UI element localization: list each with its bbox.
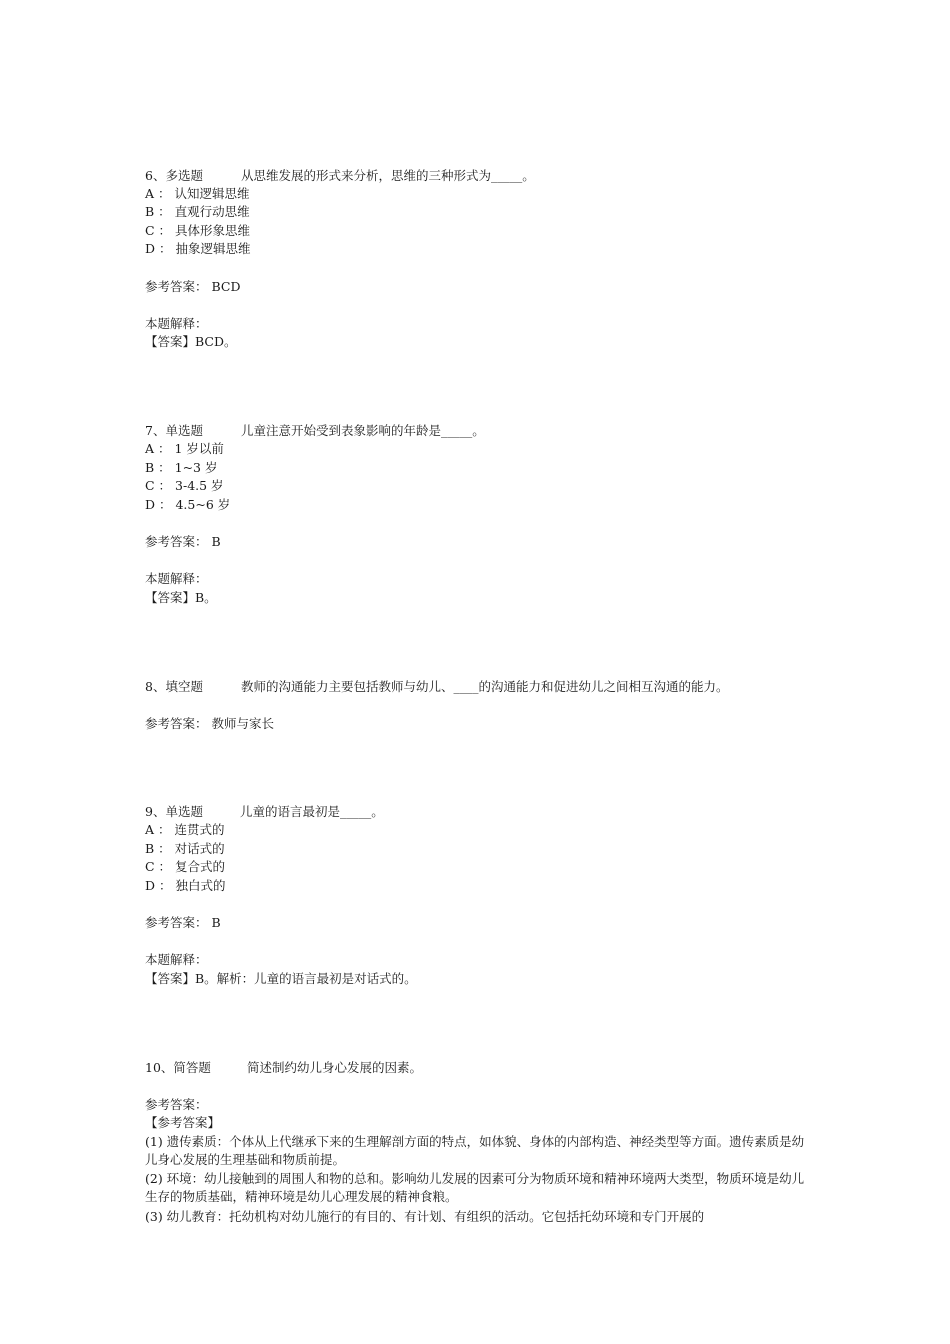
answer-header: 【参考答案】 (145, 1115, 221, 1130)
question-stem: 教师的沟通能力主要包括教师与幼儿、____的沟通能力和促进幼儿之间相互沟通的能力。 (241, 679, 729, 694)
answer-label: 参考答案： (145, 279, 208, 294)
answer-label: 参考答案： (145, 534, 208, 549)
explanation-text: 【答案】BCD。 (145, 334, 237, 349)
answer-point-3: (3) 幼儿教育：托幼机构对幼儿施行的有目的、有计划、有组织的活动。它包括托幼环境和专门开展的 (145, 1209, 705, 1224)
question-type: 10、简答题 (145, 1060, 211, 1075)
option-c: C ： 具体形象思维 (145, 223, 251, 238)
answer-line (145, 715, 274, 733)
answer-label: 参考答案： (145, 1097, 208, 1112)
explanation-text: 【答案】B。 (145, 590, 217, 605)
option-c: C ： 复合式的 (145, 859, 226, 874)
question-type: 7、单选题 (145, 423, 203, 438)
explanation-label: 本题解释： (145, 952, 208, 967)
answer-line (145, 278, 241, 296)
option-c: C ： 3-4.5 岁 (145, 478, 224, 493)
answer-value: B (211, 915, 221, 930)
question-8-header (145, 678, 729, 696)
question-type: 9、单选题 (145, 804, 203, 819)
question-stem: 简述制约幼儿身心发展的因素。 (247, 1060, 423, 1075)
option-a: A ： 连贯式的 (145, 822, 225, 837)
question-6-header (145, 167, 535, 185)
option-a: A ： 认知逻辑思维 (145, 186, 250, 201)
option-b: B ： 对话式的 (145, 841, 225, 856)
answer-label: 参考答案： (145, 716, 208, 731)
option-d: D ： 抽象逻辑思维 (145, 241, 251, 256)
question-type: 8、填空题 (145, 679, 203, 694)
explanation-label: 本题解释： (145, 316, 208, 331)
option-d: D ： 独白式的 (145, 878, 226, 893)
answer-point-2: (2) 环境：幼儿接触到的周围人和物的总和。影响幼儿发展的因素可分为物质环境和精神环境两大类型，物质环境是幼儿生存的物质基础，精神环境是幼儿心理发展的精神食粮。 (145, 1171, 805, 1204)
explanation-text: 【答案】B。解析：儿童的语言最初是对话式的。 (145, 971, 417, 986)
question-stem: 从思维发展的形式来分析，思维的三种形式为_____。 (241, 168, 535, 183)
answer-value: 教师与家长 (211, 716, 275, 731)
answer-line (145, 914, 221, 932)
option-d: D ： 4.5~6 岁 (145, 497, 231, 512)
answer-line (145, 533, 221, 551)
explanation-label: 本题解释： (145, 571, 208, 586)
option-b: B ： 1~3 岁 (145, 460, 218, 475)
question-7-header (145, 422, 485, 440)
question-10-header (145, 1059, 422, 1077)
question-type: 6、多选题 (145, 168, 203, 183)
answer-label: 参考答案： (145, 915, 208, 930)
answer-value: BCD (211, 279, 241, 294)
option-a: A ： 1 岁以前 (145, 441, 224, 456)
answer-point-1: (1) 遗传素质：个体从上代继承下来的生理解剖方面的特点，如体貌、身体的内部构造、神经类型等方面。遗传素质是幼儿身心发展的生理基础和物质前提。 (145, 1134, 805, 1167)
answer-value: B (211, 534, 221, 549)
option-b: B ： 直观行动思维 (145, 204, 250, 219)
question-stem: 儿童的语言最初是_____。 (240, 804, 384, 819)
question-stem: 儿童注意开始受到表象影响的年龄是_____。 (241, 423, 485, 438)
question-9-header (145, 803, 384, 821)
